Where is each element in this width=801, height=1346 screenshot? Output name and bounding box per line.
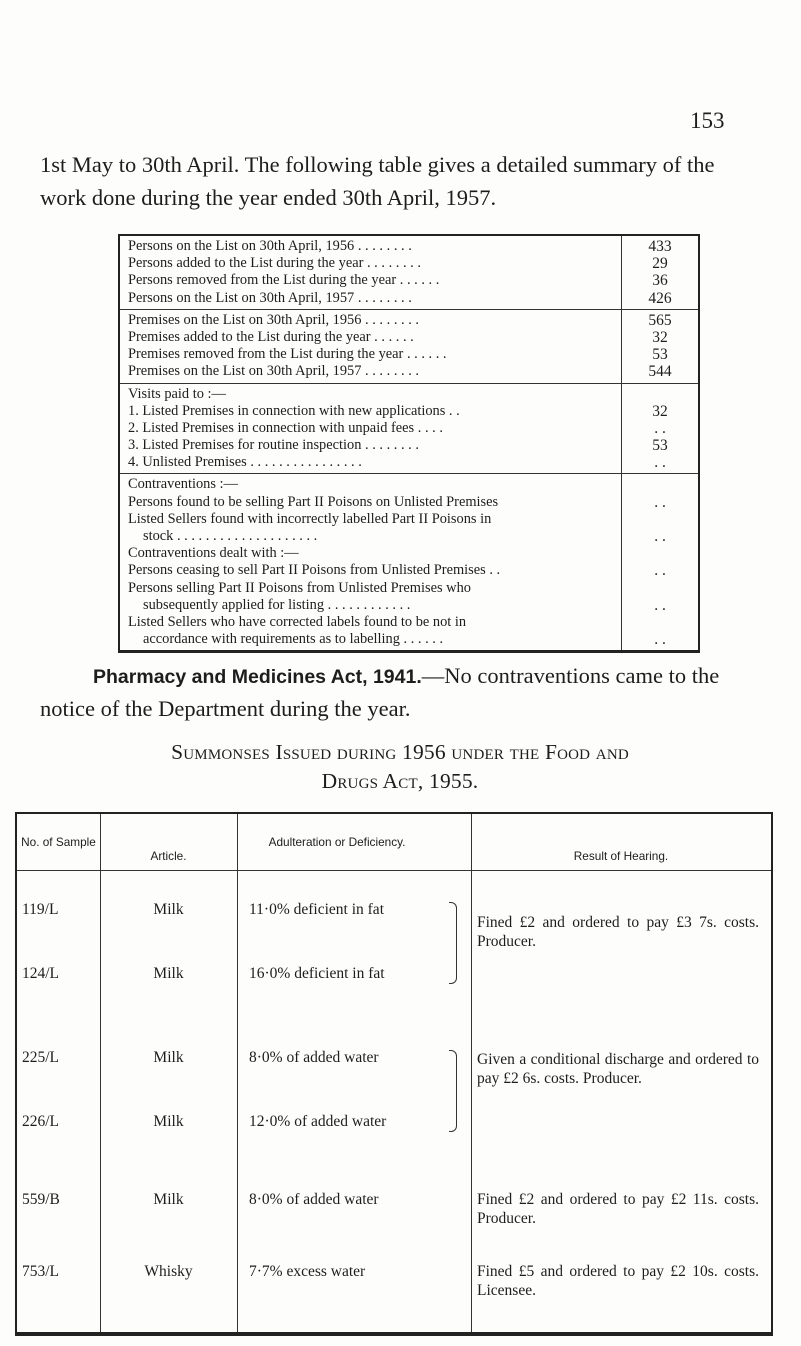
article-cell: Whisky [144, 1263, 193, 1280]
register-values [621, 236, 698, 309]
register-labels [120, 384, 621, 474]
register-line-label: Visits paid to :— [128, 385, 226, 402]
register-line-value: 53 [652, 346, 668, 364]
pharmacy-heading: Pharmacy and Medicines Act, 1941. [93, 666, 422, 688]
register-section [120, 309, 698, 383]
register-values [621, 384, 698, 474]
register-values [621, 310, 698, 383]
adulteration-cell: 11·0% deficient in fat [249, 901, 384, 918]
register-line-value: . . [654, 631, 666, 649]
register-line-value: 426 [648, 289, 672, 307]
register-line-label: Persons added to the List during the year . . . . . . . . [128, 255, 421, 272]
register-line-value: . . [654, 528, 666, 545]
result-cell: Given a conditional discharge and ordered to pay £2 6s. costs. Producer. [477, 1051, 759, 1087]
column-adulteration [237, 814, 472, 1332]
register-line-value: . . [654, 419, 666, 437]
intro-paragraph: 1st May to 30th April. The following table gives a detailed summary of the work done during the year ended 30th April, 1957. [40, 152, 715, 210]
register-line-label: Persons ceasing to sell Part II Poisons from Unlisted Premises . . [128, 562, 501, 579]
summonses-table [15, 812, 773, 1336]
register-section [120, 383, 698, 474]
register-line-label: Premises removed from the List during the year . . . . . . [128, 346, 447, 363]
register-line-label: Persons on the List on 30th April, 1956 . . . . . . . . [128, 238, 412, 254]
register-line-value: 32 [652, 328, 668, 346]
register-line-label: Listed Sellers found with incorrectly labelled Part II Poisons in [128, 510, 492, 527]
column-article [100, 814, 238, 1332]
register-line-label: Persons found to be selling Part II Poisons on Unlisted Premises [128, 493, 499, 510]
register-line-label: Persons selling Part II Poisons from Unlisted Premises who [128, 579, 471, 596]
register-line-value: . . [654, 493, 666, 511]
register-line-label: Persons removed from the List during the year . . . . . . [128, 272, 440, 289]
article-cell: Milk [153, 901, 184, 918]
register-line-value: . . [654, 454, 666, 472]
adulteration-cell: 16·0% deficient in fat [249, 965, 385, 982]
register-line-value: 29 [652, 255, 668, 273]
register-line-value [622, 580, 698, 597]
header-adulteration: Adulteration or Deficiency. [268, 835, 406, 849]
register-values [621, 474, 698, 650]
register-line-label: stock . . . . . . . . . . . . . . . . . . . . [143, 528, 318, 544]
column-sample [17, 814, 101, 1332]
sample-cell: 753/L [22, 1263, 60, 1280]
register-labels [120, 236, 621, 309]
register-line-value [622, 476, 698, 493]
article-cell: Milk [153, 1191, 184, 1208]
register-line-label: 1. Listed Premises in connection with new applications . . [128, 402, 460, 419]
register-line-value [622, 386, 698, 403]
adulteration-cell: 8·0% of added water [249, 1191, 379, 1208]
register-line-label: Persons on the List on 30th April, 1957 . . . . . . . . [128, 289, 412, 306]
register-line-label: Premises on the List on 30th April, 1956 . . . . . . . . [128, 311, 420, 328]
page-number: 153 [690, 108, 725, 133]
summonses-title [40, 738, 760, 796]
register-line-label: Contraventions :— [128, 476, 238, 493]
result-cell: Fined £5 and ordered to pay £2 10s. costs. Licensee. [477, 1263, 759, 1299]
register-line-label: 3. Listed Premises for routine inspection . . . . . . . . [128, 437, 419, 454]
poisons-register-table [118, 234, 700, 653]
adulteration-cell: 12·0% of added water [249, 1113, 387, 1130]
summonses-title-line2: Drugs Act, 1955. [321, 769, 479, 793]
article-cell: Milk [153, 965, 184, 982]
article-cell: Milk [153, 1113, 184, 1130]
register-line-label: subsequently applied for listing . . . . . . . . . . . . [143, 596, 411, 613]
register-line-value: . . [654, 562, 666, 580]
pharmacy-paragraph [40, 660, 760, 724]
register-line-label: Listed Sellers who have corrected labels found to be not in [128, 613, 467, 630]
result-cell: Fined £2 and ordered to pay £2 11s. costs. Producer. [477, 1191, 759, 1227]
adulteration-cell: 7·7% excess water [249, 1263, 366, 1280]
register-section [120, 473, 698, 650]
pharmacy-text: —No contraventions came to the notice of the Department during the year. [40, 663, 720, 721]
register-line-value [622, 545, 698, 562]
header-result: Result of Hearing. [573, 849, 669, 863]
sample-cell: 119/L [22, 901, 59, 918]
group-brace [449, 902, 457, 984]
register-line-value: 53 [652, 437, 668, 455]
article-cell: Milk [153, 1049, 184, 1066]
sample-cell: 124/L [22, 965, 60, 982]
register-line-value: 565 [648, 311, 672, 329]
register-line-label: Premises added to the List during the year . . . . . . [128, 328, 414, 345]
register-line-value: 433 [648, 238, 672, 255]
register-line-label: accordance with requirements as to labelling . . . . . . [143, 631, 444, 648]
register-line-value: 32 [652, 402, 668, 420]
register-labels [120, 474, 621, 650]
sample-cell: 559/B [22, 1191, 60, 1208]
register-line-label: 2. Listed Premises in connection with unpaid fees . . . . [128, 419, 443, 436]
register-line-value: . . [654, 596, 666, 614]
register-line-value: 36 [652, 272, 668, 290]
register-line-value [622, 614, 698, 631]
summonses-title-line1: Summonses Issued during 1956 under the Food and [171, 740, 629, 764]
adulteration-cell: 8·0% of added water [249, 1049, 379, 1066]
register-line-value: 544 [648, 363, 672, 381]
register-labels [120, 310, 621, 383]
register-line-value [622, 511, 698, 528]
group-brace [449, 1050, 457, 1132]
register-section [120, 236, 698, 309]
header-sample: No. of Sample [21, 835, 96, 849]
register-line-label: 4. Unlisted Premises . . . . . . . . . . . . . . . . [128, 454, 362, 471]
header-article: Article. [150, 849, 187, 863]
register-line-label: Premises on the List on 30th April, 1957 . . . . . . . . [128, 363, 420, 380]
result-cell: Fined £2 and ordered to pay £3 7s. costs. Producer. [477, 914, 759, 950]
sample-cell: 226/L [22, 1113, 60, 1130]
register-line-label: Contraventions dealt with :— [128, 545, 299, 562]
sample-cell: 225/L [22, 1049, 60, 1066]
table-header-row [17, 814, 771, 871]
